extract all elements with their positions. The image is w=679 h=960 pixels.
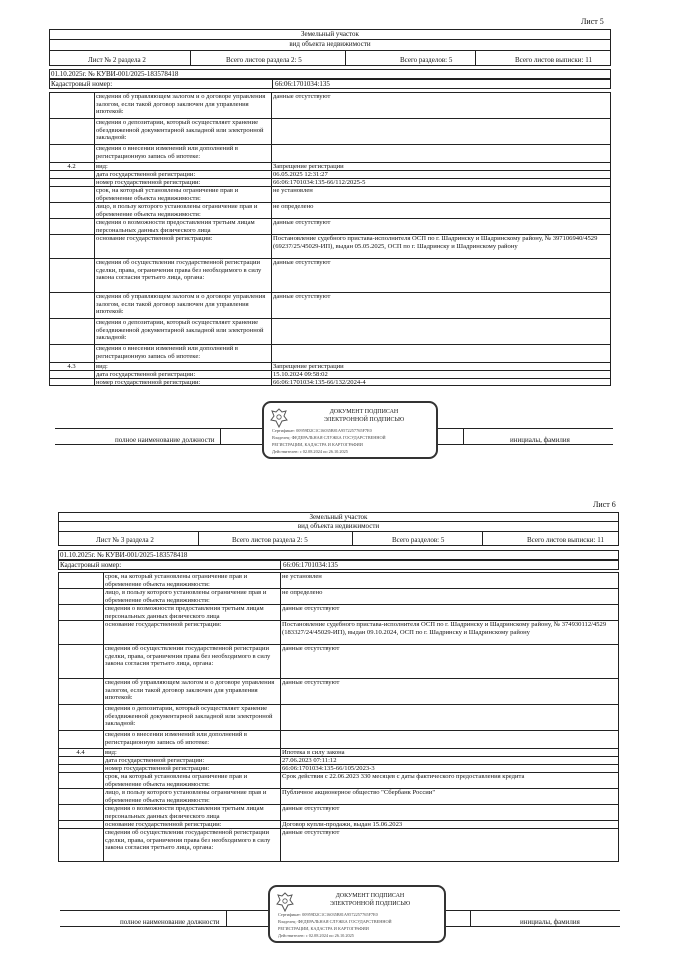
field-label: номер государственной регистрации: <box>96 379 201 386</box>
row-number <box>49 144 94 162</box>
table-row <box>49 258 611 292</box>
table-row <box>58 620 619 644</box>
row-number: 4.2 <box>67 163 76 170</box>
field-label: сведения о внесении изменений или дополнений в регистрационную запись об ипотеке: <box>96 345 239 360</box>
date-number: 01.10.2025г. № КУВИ-001/2025-183578418 <box>51 70 179 78</box>
name-caption: инициалы, фамилия <box>510 436 570 444</box>
field-value: 66:06:1701034:135-66/105/2023-3 <box>282 765 375 772</box>
field-value: не установлен <box>273 187 313 194</box>
stamp-cert: Сертификат: 00959D2C1C16035B81A9572257765F7E0 <box>272 428 372 433</box>
stamp-owner-2: РЕГИСТРАЦИИ, КАДАСТРА И КАРТОГРАФИИ <box>278 926 369 931</box>
field-label: сведения о депозитарии, который осуществляет хранение обездвиженной документарной закладной или электронной закладной: <box>96 319 264 342</box>
total-sheets-extract: Всего листов выписки: 11 <box>527 536 604 544</box>
sheet-number: Лист 5 <box>581 17 604 26</box>
field-label: номер государственной регистрации: <box>105 765 210 772</box>
row-number <box>58 764 103 772</box>
table-row <box>49 170 611 178</box>
stamp-validity: Действителен: с 02.08.2024 по 26.10.2025 <box>278 933 354 938</box>
row-number <box>49 118 94 144</box>
row-number <box>58 788 103 804</box>
object-type-caption: вид объекта недвижимости <box>297 522 380 530</box>
field-value <box>271 144 611 162</box>
field-label: сведения о внесении изменений или дополнений в регистрационную запись об ипотеке: <box>96 145 239 160</box>
field-label: вид: <box>96 363 108 370</box>
field-value: 66:06:1701034:135-66/132/2024-4 <box>273 379 366 386</box>
stamp-owner: Владелец: ФЕДЕРАЛЬНАЯ СЛУЖБА ГОСУДАРСТВЕННОЙ <box>272 435 386 440</box>
row-number <box>58 820 103 828</box>
field-value: 15.10.2024 09:58:02 <box>273 371 328 378</box>
table-row <box>58 644 619 678</box>
field-label: сведения о депозитарии, который осуществляет хранение обездвиженной документарной закладной или электронной закладной: <box>96 119 264 142</box>
field-label: дата государственной регистрации: <box>96 371 196 378</box>
sheet-number: Лист 6 <box>593 500 616 509</box>
field-value: Публичное акционерное общество "Сбербанк России" <box>282 789 436 796</box>
row-number <box>49 218 94 234</box>
field-value: данные отсутствуют <box>282 829 340 836</box>
table-row <box>49 144 611 162</box>
field-value <box>271 344 611 362</box>
field-label: сведения о возможности предоставления третьим лицам персональных данных физического лица <box>96 219 255 234</box>
row-number <box>49 186 94 202</box>
stamp-title: ДОКУМЕНТ ПОДПИСАН <box>335 893 405 899</box>
position-caption: полное наименование должности <box>120 918 220 926</box>
table-row <box>49 178 611 186</box>
sheet-section: Лист № 3 раздела 2 <box>96 536 154 544</box>
field-value <box>271 118 611 144</box>
table-row <box>49 202 611 218</box>
field-label: сведения об осуществлении государственной регистрации сделки, права, ограничения права без необходимого в силу закона согласия третьего лица, органа: <box>105 829 271 852</box>
stamp-validity: Действителен: с 02.08.2024 по 26.10.2025 <box>272 449 348 454</box>
field-label: основание государственной регистрации: <box>96 235 213 242</box>
object-type: Земельный участок <box>301 30 359 38</box>
field-value <box>271 318 611 344</box>
field-label: вид: <box>96 163 108 170</box>
row-number <box>49 202 94 218</box>
row-number <box>49 292 94 318</box>
cadastral-value: 66:06:1701034:135 <box>275 80 330 88</box>
field-label: вид: <box>105 749 117 756</box>
stamp-owner: Владелец: ФЕДЕРАЛЬНАЯ СЛУЖБА ГОСУДАРСТВЕННОЙ <box>278 919 392 924</box>
field-label: номер государственной регистрации: <box>96 179 201 186</box>
cadastral-label: Кадастровый номер: <box>60 561 122 569</box>
field-label: лицо, в пользу которого установлены ограничение прав и обременение объекта недвижимости: <box>96 203 258 218</box>
field-value: 66:06:1701034:135-66/112/2025-5 <box>273 179 366 186</box>
stamp-owner-2: РЕГИСТРАЦИИ, КАДАСТРА И КАРТОГРАФИИ <box>272 442 363 447</box>
field-label: сведения об осуществлении государственной регистрации сделки, права, ограничения права без необходимого в силу закона согласия третьего лица, органа: <box>105 645 271 668</box>
table-row <box>58 804 619 820</box>
cadastral-label: Кадастровый номер: <box>51 80 113 88</box>
field-label: дата государственной регистрации: <box>96 171 196 178</box>
total-sheets-extract: Всего листов выписки: 11 <box>515 56 592 64</box>
row-number <box>58 644 103 678</box>
table-row <box>58 756 619 764</box>
field-label: сведения об управляющем залогом и о договоре управления залогом, если такой договор заключен для управления ипотекой: <box>96 93 266 116</box>
row-number <box>58 604 103 620</box>
e-signature-stamp <box>268 885 446 943</box>
table-row <box>58 764 619 772</box>
position-caption: полное наименование должности <box>115 436 215 444</box>
row-number: 4.3 <box>67 363 76 370</box>
row-number <box>58 704 103 730</box>
table-row <box>58 678 619 704</box>
table-row <box>58 748 619 756</box>
field-value: данные отсутствуют <box>273 93 331 100</box>
field-label: сведения об управляющем залогом и о договоре управления залогом, если такой договор заключен для управления ипотекой: <box>105 679 275 702</box>
table-row <box>49 186 611 202</box>
e-signature-stamp <box>262 401 438 459</box>
row-number <box>58 678 103 704</box>
field-label: основание государственной регистрации: <box>105 821 222 828</box>
row-number <box>58 772 103 788</box>
row-number <box>49 178 94 186</box>
field-value: 06.05.2025 12:31:27 <box>273 171 328 178</box>
total-sections: Всего разделов: 5 <box>392 536 445 544</box>
row-number <box>58 730 103 748</box>
field-label: срок, на который установлены ограничение прав и обременение объекта недвижимости: <box>105 773 248 788</box>
table-row <box>49 292 611 318</box>
stamp-subtitle: ЭЛЕКТРОННОЙ ПОДПИСЬЮ <box>329 901 411 907</box>
field-value: данные отсутствуют <box>273 219 331 226</box>
field-label: сведения о внесении изменений или дополнений в регистрационную запись об ипотеке: <box>105 731 248 746</box>
field-value: данные отсутствуют <box>273 259 331 266</box>
cadastral-value: 66:06:1701034:135 <box>283 561 338 569</box>
field-value: Срок действия с 22.06.2023 330 месяцев с даты фактического предоставления кредита <box>282 773 525 780</box>
row-number <box>49 234 94 258</box>
field-label: сведения о возможности предоставления третьим лицам персональных данных физического лица <box>105 605 264 620</box>
row-number <box>49 344 94 362</box>
total-sheets-section: Всего листов раздела 2: 5 <box>226 56 302 64</box>
object-type: Земельный участок <box>309 513 368 521</box>
sheet-page-2 <box>0 490 679 960</box>
table-row <box>49 162 611 170</box>
row-number <box>58 572 103 588</box>
table-row <box>58 730 619 748</box>
row-number <box>58 588 103 604</box>
row-number <box>58 756 103 764</box>
field-value: Запрещение регистрации <box>273 163 344 170</box>
date-number: 01.10.2025г. № КУВИ-001/2025-183578418 <box>60 551 188 559</box>
field-value: Постановление судебного пристава-исполнителя ОСП по г. Шадринску и Шадринскому району, № 397106940/4529 (69237/25/45029-ИП), выдан 05.05.2025, ОСП по г. Шадринску и Шадринскому району <box>273 235 598 250</box>
row-number <box>49 258 94 292</box>
field-label: сведения об управляющем залогом и о договоре управления залогом, если такой договор заключен для управления ипотекой: <box>96 293 266 316</box>
field-value: не определено <box>282 589 323 596</box>
table-row <box>49 370 611 378</box>
field-value: не установлен <box>282 573 322 580</box>
table-row <box>49 92 611 118</box>
table-row <box>49 344 611 362</box>
field-value <box>280 704 619 730</box>
table-row <box>49 118 611 144</box>
table-row <box>58 588 619 604</box>
table-row <box>58 704 619 730</box>
table-row <box>49 234 611 258</box>
row-number <box>58 620 103 644</box>
field-value: данные отсутствуют <box>282 645 340 652</box>
table-row <box>49 318 611 344</box>
field-label: сведения об осуществлении государственной регистрации сделки, права, ограничения права без необходимого в силу закона согласия третьего лица, органа: <box>96 259 262 282</box>
coat-of-arms-icon <box>276 892 294 912</box>
field-value: Договор купли-продажи, выдан 15.06.2023 <box>282 821 403 828</box>
row-number: 4.4 <box>76 749 85 756</box>
field-label: лицо, в пользу которого установлены ограничение прав и обременение объекта недвижимости: <box>105 789 267 804</box>
stamp-title: ДОКУМЕНТ ПОДПИСАН <box>329 409 399 415</box>
row-number <box>49 170 94 178</box>
row-number <box>49 370 94 378</box>
row-number <box>49 92 94 118</box>
name-caption: инициалы, фамилия <box>520 918 580 926</box>
field-label: основание государственной регистрации: <box>105 621 222 628</box>
field-value: данные отсутствуют <box>282 805 340 812</box>
table-row <box>58 772 619 788</box>
field-value: данные отсутствуют <box>282 605 340 612</box>
field-value: данные отсутствуют <box>282 679 340 686</box>
table-row <box>58 788 619 804</box>
field-label: лицо, в пользу которого установлены ограничение прав и обременение объекта недвижимости: <box>105 589 267 604</box>
cadastral-box <box>49 79 611 89</box>
total-sheets-section: Всего листов раздела 2: 5 <box>232 536 308 544</box>
row-number <box>49 378 94 386</box>
field-label: дата государственной регистрации: <box>105 757 205 764</box>
field-value: Ипотека в силу закона <box>282 749 345 756</box>
field-value: не определено <box>273 203 314 210</box>
table-row <box>49 362 611 370</box>
field-value: Запрещение регистрации <box>273 363 344 370</box>
cadastral-box <box>58 560 619 570</box>
field-value: Постановление судебного пристава-исполнителя ОСП по г. Шадринску и Шадринскому району, № 374930112/4529 (183327/24/45029-ИП), выдан 09.10.2024, ОСП по г. Шадринску и Шадринскому району <box>282 621 607 636</box>
table-row <box>58 828 619 862</box>
field-value <box>280 730 619 748</box>
table-row <box>58 572 619 588</box>
field-label: срок, на который установлены ограничение прав и обременение объекта недвижимости: <box>96 187 239 202</box>
stamp-cert: Сертификат: 00959D2C1C16035B81A9572257765F7E0 <box>278 912 378 917</box>
stamp-subtitle: ЭЛЕКТРОННОЙ ПОДПИСЬЮ <box>323 417 405 423</box>
coat-of-arms-icon <box>270 408 288 428</box>
row-number <box>58 804 103 820</box>
field-label: сведения о возможности предоставления третьим лицам персональных данных физического лица <box>105 805 264 820</box>
encumbrance-table <box>49 92 611 405</box>
sheet-page-1 <box>0 0 679 470</box>
total-sections: Всего разделов: 5 <box>400 56 453 64</box>
object-type-caption: вид объекта недвижимости <box>289 40 371 48</box>
sheet-section: Лист № 2 раздела 2 <box>88 56 146 64</box>
field-value: данные отсутствуют <box>273 293 331 300</box>
table-row <box>58 604 619 620</box>
field-label: срок, на который установлены ограничение прав и обременение объекта недвижимости: <box>105 573 248 588</box>
row-number <box>49 318 94 344</box>
table-row <box>49 378 611 386</box>
row-number <box>58 828 103 862</box>
table-row <box>49 218 611 234</box>
field-label: сведения о депозитарии, который осуществляет хранение обездвиженной документарной закладной или электронной закладной: <box>105 705 273 728</box>
field-value: 27.06.2023 07:11:12 <box>282 757 337 764</box>
encumbrance-table <box>58 572 619 886</box>
table-row <box>58 820 619 828</box>
